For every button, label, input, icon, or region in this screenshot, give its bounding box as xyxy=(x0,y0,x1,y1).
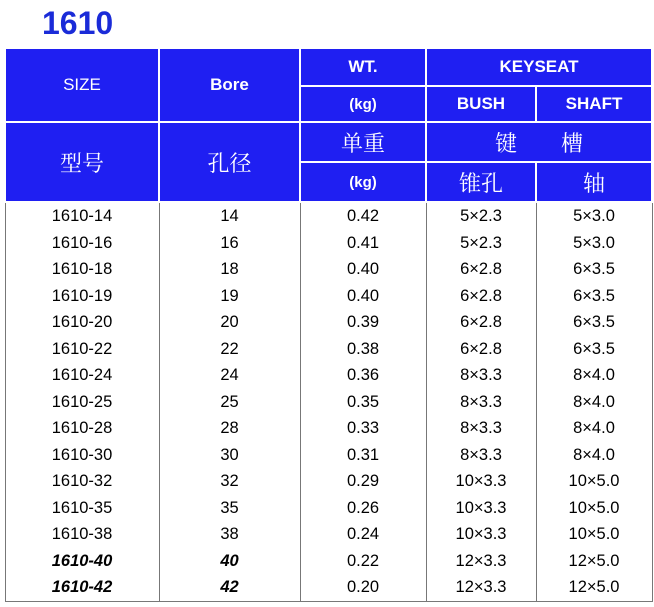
weight-cell: 0.38 xyxy=(300,336,426,363)
table-row xyxy=(5,336,652,363)
bore-cell: 18 xyxy=(159,256,300,283)
shaft-keyseat-cell: 8×4.0 xyxy=(536,362,652,389)
bore-cell: 20 xyxy=(159,309,300,336)
page-title: 1610 xyxy=(42,5,114,41)
bush-keyseat-cell: 8×3.3 xyxy=(426,442,536,469)
weight-cell: 0.42 xyxy=(300,202,426,230)
size-cell: 1610-25 xyxy=(5,389,159,416)
shaft-keyseat-cell: 10×5.0 xyxy=(536,521,652,548)
bore-cell: 32 xyxy=(159,468,300,495)
size-cell: 1610-28 xyxy=(5,415,159,442)
size-cell: 1610-35 xyxy=(5,495,159,522)
bore-cell: 25 xyxy=(159,389,300,416)
weight-cell: 0.40 xyxy=(300,283,426,310)
shaft-keyseat-cell: 8×4.0 xyxy=(536,442,652,469)
size-cell: 1610-16 xyxy=(5,230,159,257)
weight-header-cn: 单重 xyxy=(300,122,426,162)
table-row xyxy=(5,548,652,575)
weight-cell: 0.33 xyxy=(300,415,426,442)
size-cell: 1610-14 xyxy=(5,202,159,230)
table-header xyxy=(5,48,652,202)
bush-header: BUSH xyxy=(426,86,536,122)
table-row xyxy=(5,574,652,601)
size-cell: 1610-18 xyxy=(5,256,159,283)
weight-unit-header: (kg) xyxy=(300,86,426,122)
bush-header-cn: 锥孔 xyxy=(426,162,536,202)
bore-cell: 14 xyxy=(159,202,300,230)
table-row xyxy=(5,415,652,442)
bush-keyseat-cell: 8×3.3 xyxy=(426,362,536,389)
bore-cell: 22 xyxy=(159,336,300,363)
bush-keyseat-cell: 6×2.8 xyxy=(426,283,536,310)
bush-keyseat-cell: 10×3.3 xyxy=(426,521,536,548)
table-body xyxy=(5,202,652,601)
bush-keyseat-cell: 5×2.3 xyxy=(426,202,536,230)
shaft-header: SHAFT xyxy=(536,86,652,122)
table-row xyxy=(5,442,652,469)
table-row xyxy=(5,230,652,257)
weight-cell: 0.29 xyxy=(300,468,426,495)
bore-cell: 24 xyxy=(159,362,300,389)
bore-cell: 28 xyxy=(159,415,300,442)
keyseat-header-cn: 键 槽 xyxy=(426,122,652,162)
bore-cell: 38 xyxy=(159,521,300,548)
bore-cell: 30 xyxy=(159,442,300,469)
weight-cell: 0.20 xyxy=(300,574,426,601)
bush-keyseat-cell: 8×3.3 xyxy=(426,415,536,442)
shaft-keyseat-cell: 5×3.0 xyxy=(536,230,652,257)
shaft-keyseat-cell: 10×5.0 xyxy=(536,495,652,522)
weight-cell: 0.31 xyxy=(300,442,426,469)
size-cell: 1610-20 xyxy=(5,309,159,336)
weight-cell: 0.35 xyxy=(300,389,426,416)
bore-cell: 40 xyxy=(159,548,300,575)
bore-cell: 16 xyxy=(159,230,300,257)
weight-header: WT. xyxy=(300,48,426,86)
shaft-keyseat-cell: 8×4.0 xyxy=(536,415,652,442)
size-cell: 1610-42 xyxy=(5,574,159,601)
shaft-keyseat-cell: 10×5.0 xyxy=(536,468,652,495)
size-cell: 1610-30 xyxy=(5,442,159,469)
bore-header: Bore xyxy=(159,48,300,122)
table-row xyxy=(5,283,652,310)
size-cell: 1610-40 xyxy=(5,548,159,575)
shaft-keyseat-cell: 8×4.0 xyxy=(536,389,652,416)
size-cell: 1610-32 xyxy=(5,468,159,495)
table-row xyxy=(5,362,652,389)
bush-keyseat-cell: 10×3.3 xyxy=(426,495,536,522)
bush-keyseat-cell: 12×3.3 xyxy=(426,548,536,575)
weight-cell: 0.24 xyxy=(300,521,426,548)
bush-keyseat-cell: 6×2.8 xyxy=(426,256,536,283)
table-row xyxy=(5,495,652,522)
shaft-header-cn: 轴 xyxy=(536,162,652,202)
bush-keyseat-cell: 5×2.3 xyxy=(426,230,536,257)
shaft-keyseat-cell: 6×3.5 xyxy=(536,256,652,283)
table-row xyxy=(5,309,652,336)
weight-cell: 0.40 xyxy=(300,256,426,283)
weight-cell: 0.41 xyxy=(300,230,426,257)
size-cell: 1610-38 xyxy=(5,521,159,548)
table-row xyxy=(5,468,652,495)
shaft-keyseat-cell: 6×3.5 xyxy=(536,283,652,310)
weight-unit-header-cn: (kg) xyxy=(300,162,426,202)
bush-keyseat-cell: 6×2.8 xyxy=(426,309,536,336)
shaft-keyseat-cell: 6×3.5 xyxy=(536,309,652,336)
bush-keyseat-cell: 6×2.8 xyxy=(426,336,536,363)
size-cell: 1610-24 xyxy=(5,362,159,389)
weight-cell: 0.39 xyxy=(300,309,426,336)
shaft-keyseat-cell: 5×3.0 xyxy=(536,202,652,230)
bore-cell: 42 xyxy=(159,574,300,601)
size-header-cn: 型号 xyxy=(5,122,159,202)
table-row xyxy=(5,521,652,548)
bush-keyseat-cell: 8×3.3 xyxy=(426,389,536,416)
keyseat-header: KEYSEAT xyxy=(426,48,652,86)
table-row xyxy=(5,202,652,230)
table-row xyxy=(5,389,652,416)
table-row xyxy=(5,256,652,283)
shaft-keyseat-cell: 12×5.0 xyxy=(536,574,652,601)
weight-cell: 0.26 xyxy=(300,495,426,522)
bush-keyseat-cell: 12×3.3 xyxy=(426,574,536,601)
shaft-keyseat-cell: 6×3.5 xyxy=(536,336,652,363)
shaft-keyseat-cell: 12×5.0 xyxy=(536,548,652,575)
bush-keyseat-cell: 10×3.3 xyxy=(426,468,536,495)
weight-cell: 0.36 xyxy=(300,362,426,389)
size-header: SIZE xyxy=(5,48,159,122)
spec-table xyxy=(4,47,653,602)
size-cell: 1610-19 xyxy=(5,283,159,310)
bore-header-cn: 孔径 xyxy=(159,122,300,202)
bore-cell: 19 xyxy=(159,283,300,310)
size-cell: 1610-22 xyxy=(5,336,159,363)
bore-cell: 35 xyxy=(159,495,300,522)
weight-cell: 0.22 xyxy=(300,548,426,575)
